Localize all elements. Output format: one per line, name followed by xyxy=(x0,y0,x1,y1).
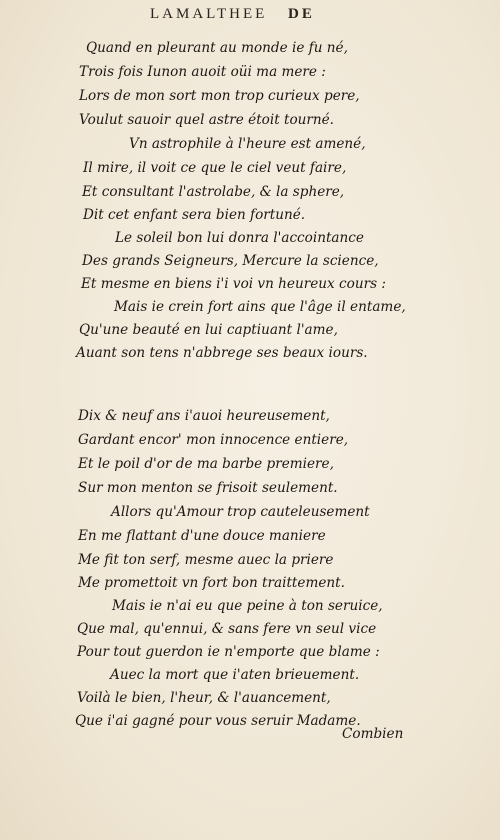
verse-line: Pour tout guerdon ie n'emporte que blame : xyxy=(77,644,380,660)
verse-line: Mais ie crein fort ains que l'âge il entame, xyxy=(114,299,406,315)
verse-line: Lors de mon sort mon trop curieux pere, xyxy=(79,88,360,104)
verse-line: Le soleil bon lui donra l'accointance xyxy=(115,230,364,246)
verse-line: Et mesme en biens i'i voi vn heureux cours : xyxy=(81,276,386,292)
verse-line: Que mal, qu'ennui, & sans fere vn seul vice xyxy=(77,621,377,637)
verse-line: Il mire, il voit ce que le ciel veut faire, xyxy=(83,160,347,176)
verse-line: Sur mon menton se frisoit seulement. xyxy=(78,480,338,496)
catchword: Combien xyxy=(342,726,404,742)
verse-line: Gardant encor' mon innocence entiere, xyxy=(78,432,349,448)
verse-line: Mais ie n'ai eu que peine à ton seruice, xyxy=(112,598,383,614)
verse-line: Vn astrophile à l'heure est amené, xyxy=(129,136,366,152)
verse-line: Qu'une beauté en lui captiuant l'ame, xyxy=(79,322,338,338)
verse-line: Que i'ai gagné pour vous seruir Madame. xyxy=(75,713,361,729)
verse-line: Des grands Seigneurs, Mercure la science, xyxy=(82,253,379,269)
verse-line: Voilà le bien, l'heur, & l'auancement, xyxy=(77,690,331,706)
verse-line: Et le poil d'or de ma barbe premiere, xyxy=(78,456,334,472)
verse-line: Voulut sauoir quel astre étoit tourné. xyxy=(79,112,335,128)
verse-line: Me fit ton serf, mesme auec la priere xyxy=(78,552,334,568)
running-header xyxy=(150,6,450,23)
verse-line: Auant son tens n'abbrege ses beaux iours. xyxy=(76,345,368,361)
verse-line: Quand en pleurant au monde ie fu né, xyxy=(86,40,348,56)
verse-line: En me flattant d'une douce maniere xyxy=(78,528,326,544)
verse-line: Me promettoit vn fort bon traittement. xyxy=(78,575,345,591)
verse-line: Dit cet enfant sera bien fortuné. xyxy=(83,207,306,223)
verse-line: Auec la mort que i'aten brieuement. xyxy=(110,667,360,683)
header-title: LAMALTHEE xyxy=(150,6,268,22)
verse-line: Allors qu'Amour trop cauteleusement xyxy=(111,504,370,520)
header-page-word: DE xyxy=(288,6,315,22)
verse-line: Et consultant l'astrolabe, & la sphere, xyxy=(82,184,345,200)
verse-line: Trois fois Iunon auoit oüi ma mere : xyxy=(79,64,326,80)
verse-line: Dix & neuf ans i'auoi heureusement, xyxy=(78,408,330,424)
